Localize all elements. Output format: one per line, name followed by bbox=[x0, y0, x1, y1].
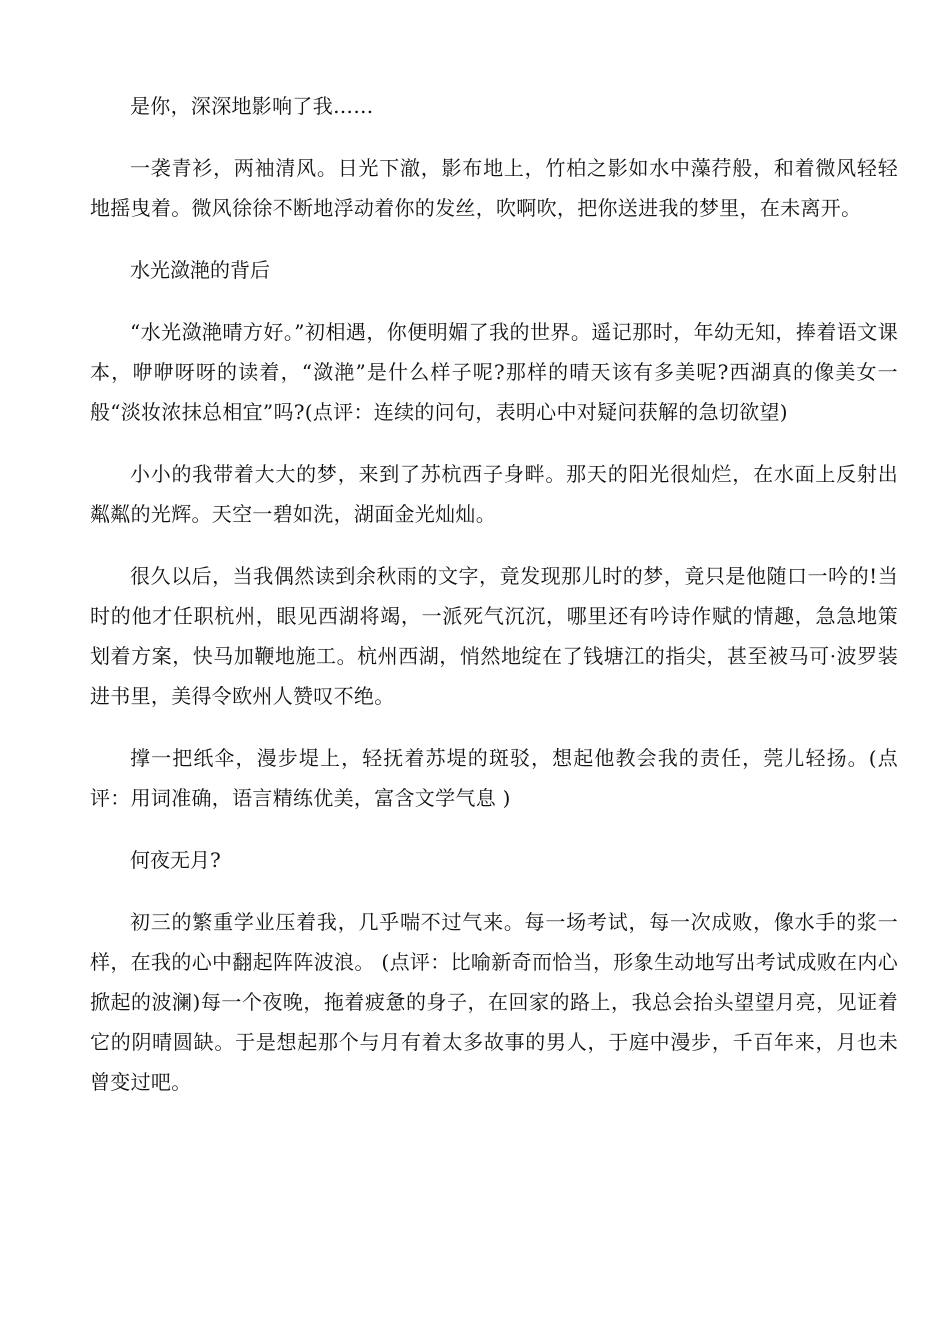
paragraph-qingshan: 一袭青衫，两袖清风。日光下澈，影布地上，竹柏之影如水中藻荇般，和着微风轻轻地摇曳着。微风徐徐不断地浮动着你的发丝，吹啊吹，把你送进我的梦里，在未离开。 bbox=[90, 156, 898, 220]
section-heading-shuiguang: 水光潋滟的背后 bbox=[130, 258, 270, 282]
paragraph-yu-qiuyu: 很久以后，当我偶然读到余秋雨的文字，竟发现那儿时的梦，竟只是他随口一吟的!当时的他才任职杭州，眼见西湖将竭，一派死气沉沉，哪里还有吟诗作赋的情趣，急急地策划着方案，快马加鞭地施工。杭州西湖，悄然地绽在了钱塘江的指尖，甚至被马可·波罗装进书里，美得令欧州人赞叹不绝。 bbox=[90, 564, 898, 708]
paragraph-first-meeting: “水光潋滟晴方好。”初相遇，你便明媚了我的世界。遥记那时，年幼无知，捧着语文课本，咿咿呀呀的读着，“潋滟”是什么样子呢?那样的晴天该有多美呢?西湖真的像美女一般“淡妆浓抹总相宜”吗?(点评：连续的问句，表明心中对疑问获解的急切欲望) bbox=[90, 320, 898, 424]
paragraph-xizi: 小小的我带着大大的梦，来到了苏杭西子身畔。那天的阳光很灿烂，在水面上反射出粼粼的光辉。天空一碧如洗，湖面金光灿灿。 bbox=[90, 462, 898, 526]
document-page bbox=[90, 86, 898, 1124]
paragraph-grade-nine: 初三的繁重学业压着我，几乎喘不过气来。每一场考试，每一次成败，像水手的浆一样，在我的心中翻起阵阵波浪。 (点评：比喻新奇而恰当，形象生动地写出考试成败在内心掀起的波澜)每一个夜晚，拖着疲惫的身子，在回家的路上，我总会抬头望望月亮，见证着它的阴晴圆缺。于是想起那个与月有着太多故事的男人，于庭中漫步，千百年来，月也未曾变过吧。 bbox=[90, 910, 898, 1094]
section-heading-heye: 何夜无月? bbox=[130, 848, 221, 872]
paragraph-intro: 是你，深深地影响了我…… bbox=[130, 94, 374, 118]
paragraph-paper-umbrella: 撑一把纸伞，漫步堤上，轻抚着苏堤的斑驳，想起他教会我的责任，莞儿轻扬。(点评：用词准确，语言精练优美，富含文学气息 ) bbox=[90, 746, 898, 810]
